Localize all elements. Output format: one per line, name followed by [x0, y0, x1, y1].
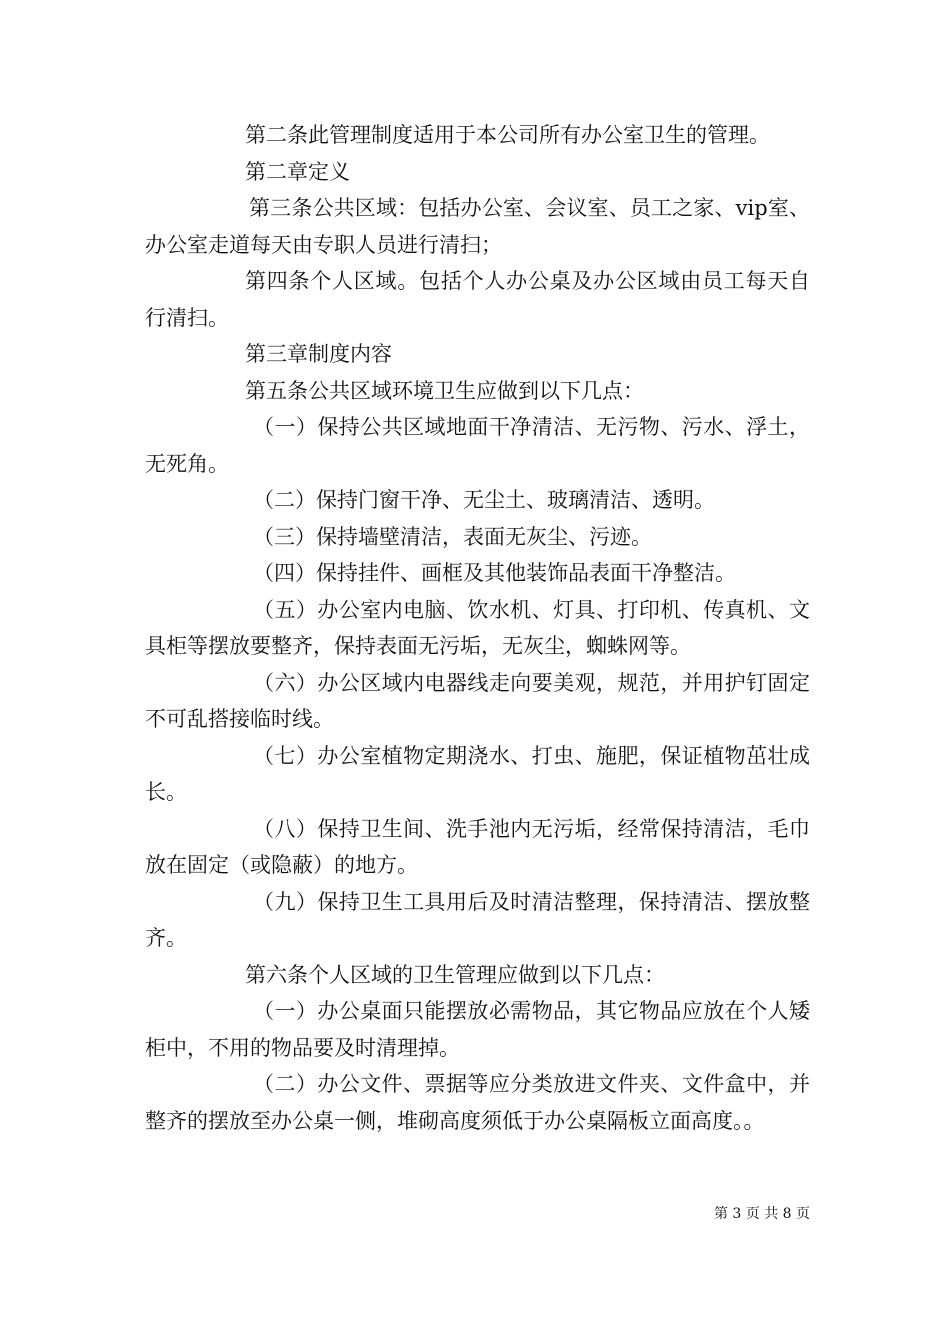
- list-item: （四）保持挂件、画框及其他装饰品表面干净整洁。: [253, 561, 736, 585]
- paragraph: 第六条个人区域的卫生管理应做到以下几点：: [245, 962, 665, 987]
- list-item: （五）办公室内电脑、饮水机、灯具、打印机、传真机、文具柜等摆放要整齐，保持表面无污垢，无灰尘，蜘蛛网等。: [145, 597, 810, 658]
- paragraph: 第三条公共区域：包括办公室、会议室、员工之家、vip室、办公室走道每天由专职人员进行清扫；: [145, 196, 810, 257]
- chapter-heading: 第三章制度内容: [245, 342, 392, 366]
- list-item: （三）保持墙壁清洁，表面无灰尘、污迹。: [253, 524, 652, 549]
- list-item: （一）办公桌面只能摆放必需物品，其它物品应放在个人矮柜中，不用的物品要及时清理掉。: [145, 999, 810, 1060]
- paragraph: 第二条此管理制度适用于本公司所有办公室卫生的管理。: [245, 123, 770, 147]
- paragraph: 第五条公共区域环境卫生应做到以下几点：: [245, 378, 644, 403]
- list-item: （六）办公区域内电器线走向要美观，规范，并用护钉固定不可乱搭接临时线。: [145, 670, 810, 731]
- list-item: （二）办公文件、票据等应分类放进文件夹、文件盒中，并整齐的摆放至办公桌一侧，堆砌高度须低于办公桌隔板立面高度。。: [145, 1072, 810, 1133]
- page-footer: [0, 1204, 950, 1224]
- list-item: （八）保持卫生间、洗手池内无污垢，经常保持清洁，毛巾放在固定（或隐蔽）的地方。: [145, 816, 810, 877]
- chapter-heading: 第二章定义: [245, 159, 350, 184]
- list-item: （九）保持卫生工具用后及时清洁整理，保持清洁、摆放整齐。: [145, 889, 810, 950]
- document-body: [145, 117, 810, 1139]
- list-item: （一）保持公共区域地面干净清洁、无污物、污水、浮土，无死角。: [145, 415, 810, 476]
- list-item: （七）办公室植物定期浇水、打虫、施肥，保证植物茁壮成长。: [145, 743, 810, 804]
- page-number: 第 3 页 共 8 页: [713, 1206, 811, 1222]
- paragraph: 第四条个人区域。包括个人办公桌及办公区域由员工每天自行清扫。: [145, 269, 810, 330]
- list-item: （二）保持门窗干净、无尘土、玻璃清洁、透明。: [253, 488, 715, 512]
